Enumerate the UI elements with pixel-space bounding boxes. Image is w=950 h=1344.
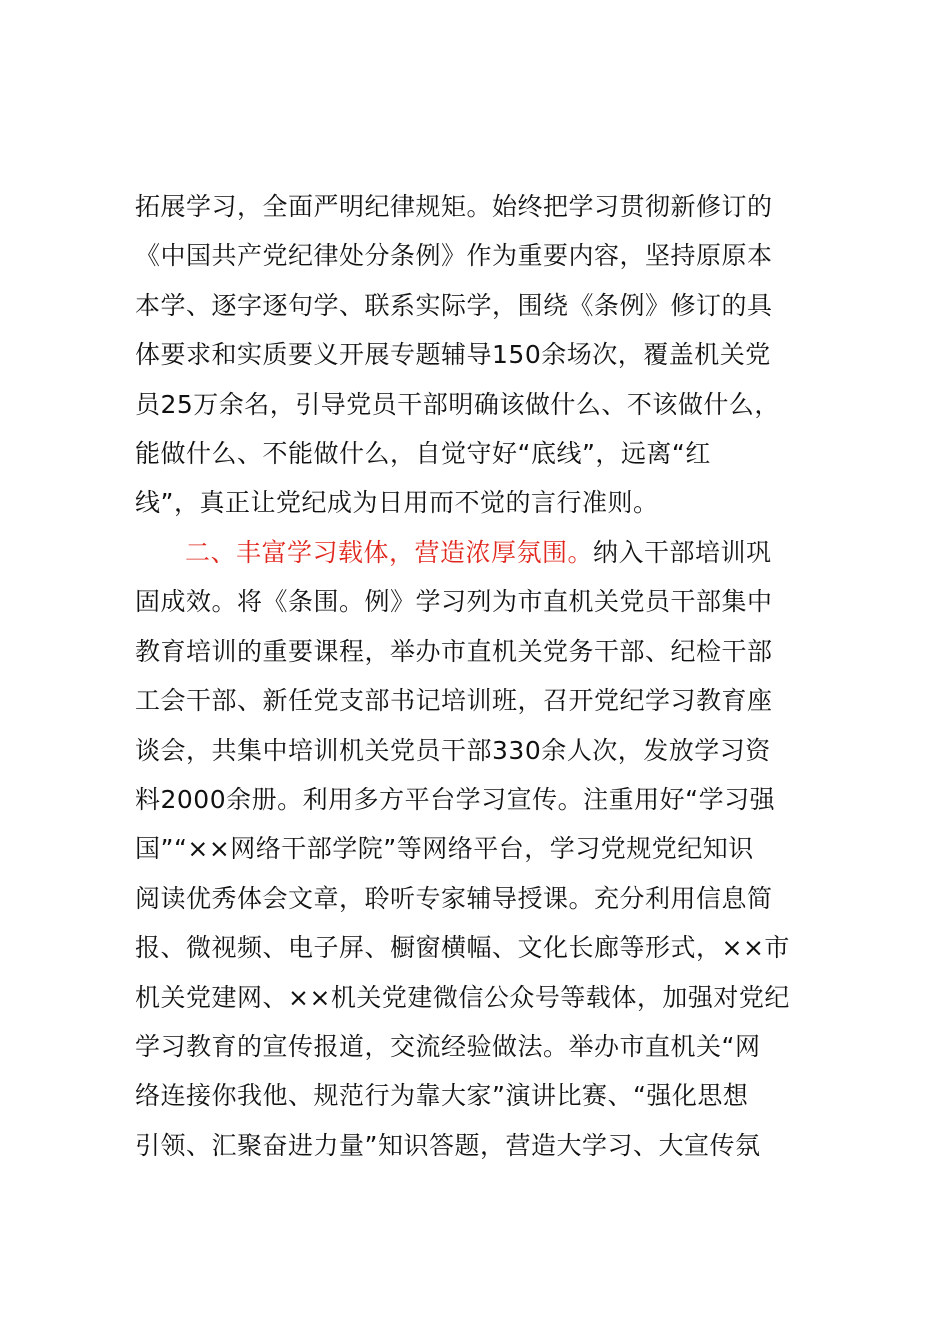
- text-line: 拓展学习，全面严明纪律规矩。始终把学习贯彻新修订的: [135, 192, 773, 221]
- text-line: 能做什么、不能做什么，自觉守好“底线”，远离“红: [135, 438, 711, 468]
- text-line: 教育培训的重要课程，举办市直机关党务干部、纪检干部: [135, 636, 773, 666]
- text-line: 料2000余册。利用多方平台学习宣传。注重用好“学习强: [135, 784, 776, 814]
- text-line: 本学、逐字逐句学、联系实际学，围绕《条例》修订的具: [135, 290, 773, 320]
- text-line: 体要求和实质要义开展专题辅导150余场次，覆盖机关党: [135, 340, 771, 370]
- text-line: 线”，真正让党纪成为日用而不觉的言行准则。: [135, 488, 659, 518]
- text-line: 报、微视频、电子屏、橱窗横幅、文化长廊等形式，××市: [135, 933, 790, 963]
- section-heading: 二、丰富学习载体，营造浓厚氛围。: [185, 538, 594, 567]
- text-line: 引领、汇聚奋进力量”知识答题，营造大学习、大宣传氛: [135, 1130, 761, 1160]
- text-line: 员25万余名，引导党员干部明确该做什么、不该做什么，: [135, 389, 780, 419]
- text-line: 固成效。将《条围。例》学习列为市直机关党员干部集中: [135, 587, 773, 617]
- text-line: 阅读优秀体会文章，聆听专家辅导授课。充分利用信息简: [135, 883, 773, 913]
- text-line: 络连接你我他、规范行为靠大家”演讲比赛、“强化思想: [135, 1081, 749, 1111]
- paragraph-1: [135, 182, 855, 528]
- text-line: 工会干部、新任党支部书记培训班，召开党纪学习教育座: [135, 686, 773, 716]
- paragraph-2: [135, 528, 855, 1170]
- text-line: 谈会，共集中培训机关党员干部330余人次，发放学习资: [135, 735, 771, 765]
- text-line: 机关党建网、××机关党建微信公众号等载体，加强对党纪: [135, 982, 790, 1012]
- text-line: 国”“××网络干部学院”等网络平台，学习党规党纪知识: [135, 834, 754, 864]
- text-line: 学习教育的宣传报道，交流经验做法。举办市直机关“网: [135, 1031, 761, 1061]
- first-line-text: 纳入干部培训巩: [593, 538, 772, 567]
- paragraph-first-line: [135, 528, 855, 577]
- text-line: 《中国共产党纪律处分条例》作为重要内容，坚持原原本: [135, 241, 773, 271]
